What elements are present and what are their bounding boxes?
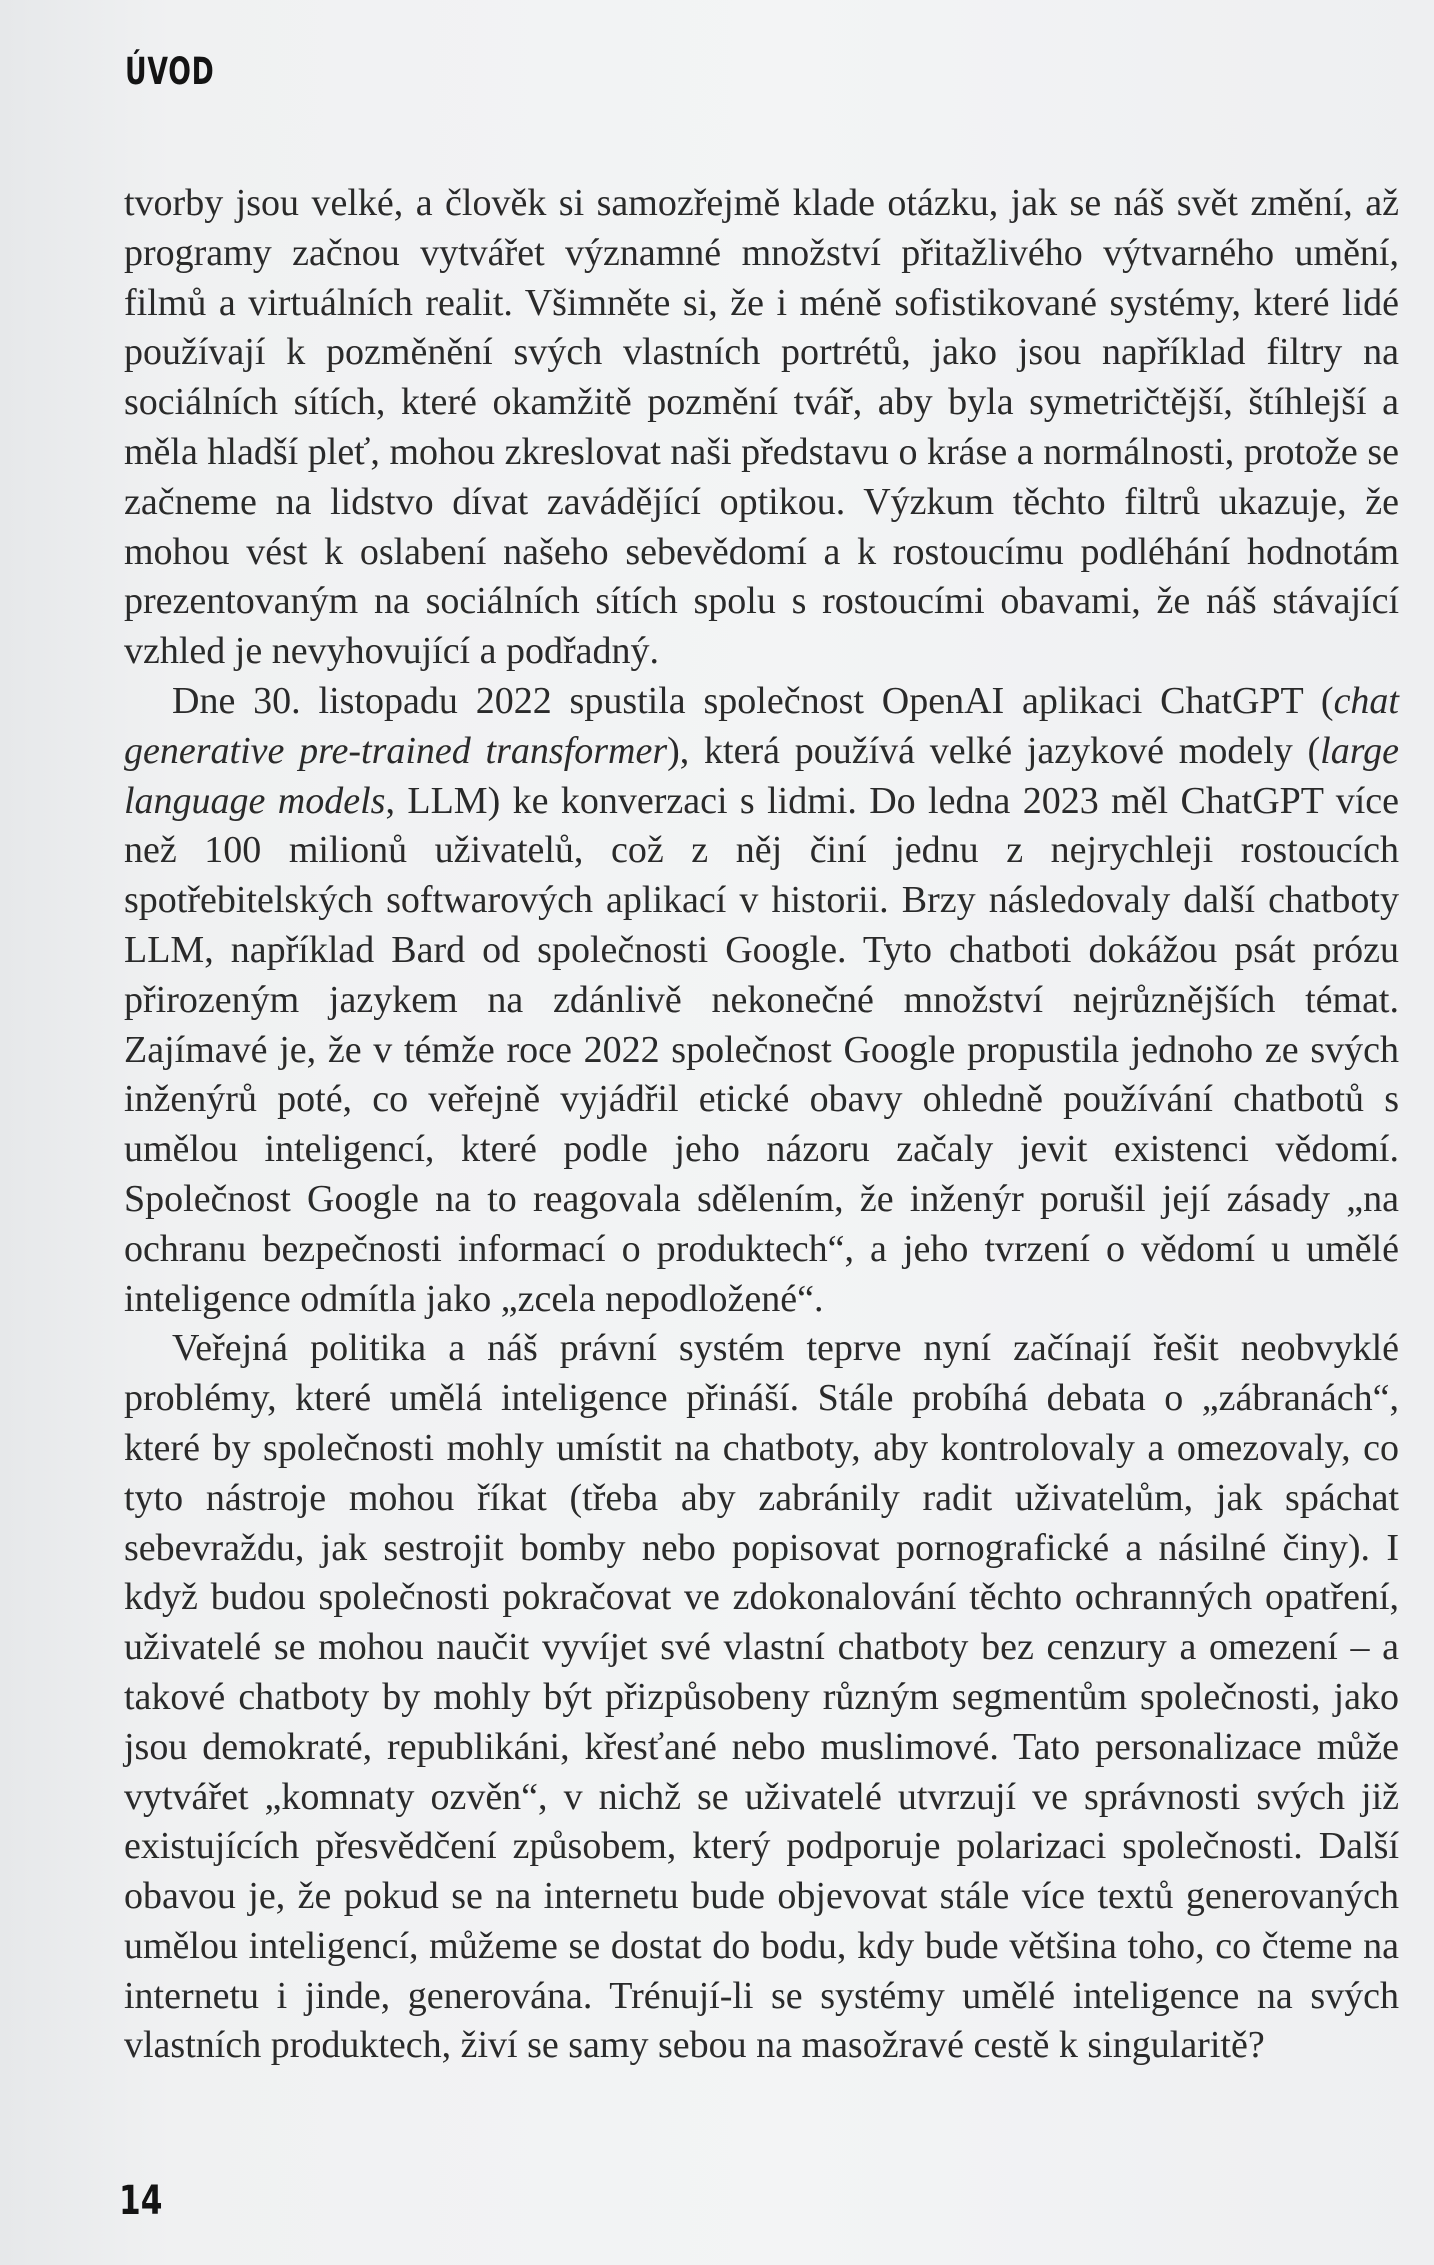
paragraph-text: Veřejná politika a náš právní systém teprve nyní začínají řešit neobvyklé problémy, které umělá inteligence přináší. Stále probíhá debata o „zábranách“, které by společnosti mohly umístit na chatboty, aby kontrolovaly a omezovaly, co tyto nástroje mohou říkat (třeba aby zabránily radit uživatelům, jak spáchat sebevraždu, jak sestrojit bomby nebo popisovat pornografické a násilné činy). I když budou společnosti pokračovat ve zdokonalování těchto ochranných opatření, uživatelé se mohou naučit vyvíjet své vlastní chatboty bez cenzury a omezení – a takové chatboty by mohly být přizpůsobeny různým segmentům společnosti, jako jsou demokraté, republikáni, křesťané nebo muslimové. Tato personalizace může vytvářet „komnaty ozvěn“, v nichž se uživatelé utvrzují ve správnosti svých již existujících přesvědčení způsobem, který podporuje polarizaci společnosti. Další obavou je, že pokud se na internetu bude objevovat stále více textů generovaných umělou inteligencí, můžeme se dostat do bodu, kdy bude většina toho, co čteme na internetu i jinde, generována. Trénují-li se systémy umělé inteligence na svých vlastních produktech, živí se samy sebou na masožravé cestě k singularitě?	[124, 1327, 1399, 2067]
paragraph-text: tvorby jsou velké, a člověk si samozřejmě klade otázku, jak se náš svět změní, až programy začnou vytvářet významné množství přitažlivého výtvarného umění, filmů a virtuálních realit. Všimněte si, že i méně sofistikované systémy, které lidé používají k pozměnění svých vlastních portrétů, jako jsou například filtry na sociálních sítích, které okamžitě pozmění tvář, aby byla symetričtější, štíhlejší a měla hladší pleť, mohou zkreslovat naši představu o kráse a normálnosti, protože se začneme na lidstvo dívat zavádějící optikou. Výzkum těchto filtrů ukazuje, že mohou vést k oslabení našeho sebevědomí a k rostoucímu podléhání hodnotám prezentovaným na sociálních sítích spolu s rostoucími obavami, že náš stávající vzhled je nevyhovující a podřadný.	[124, 182, 1399, 673]
paragraph	[124, 677, 1399, 1324]
page-number: 14	[119, 2178, 163, 2224]
running-head: ÚVOD	[125, 50, 215, 93]
italic-term: large language models	[124, 729, 1399, 822]
italic-term: chat generative pre-trained transformer	[124, 679, 1399, 772]
paragraph-text: , LLM) ke konverzaci s lidmi. Do ledna 2023 měl ChatGPT více než 100 milionů uživatelů, což z něj činí jednu z nejrychleji rostoucích spotřebitelských softwarových aplikací v historii. Brzy následovaly další chatboty LLM, například Bard od společnosti Google. Tyto chatboti dokážou psát prózu přirozeným jazykem na zdánlivě nekonečné množství nejrůznějších témat. Zajímavé je, že v témže roce 2022 společnost Google propustila jednoho ze svých inženýrů poté, co veřejně vyjádřil etické obavy ohledně používání chatbotů s umělou inteligencí, které podle jeho názoru začaly jevit existenci vědomí. Společnost Google na to reagovala sdělením, že inženýr porušil její zásady „na ochranu bezpečnosti informací o produktech“, a jeho tvrzení o vědomí u umělé inteligence odmítla jako „zcela nepodložené“.	[124, 779, 1399, 1320]
paragraph-text: Dne 30. listopadu 2022 spustila společnost OpenAI aplikaci ChatGPT (	[172, 679, 1334, 722]
paragraph	[124, 1324, 1399, 2071]
paragraph	[124, 179, 1399, 677]
body-text	[124, 179, 1399, 2071]
paragraph-text: ), která používá velké jazykové modely (	[667, 729, 1321, 772]
